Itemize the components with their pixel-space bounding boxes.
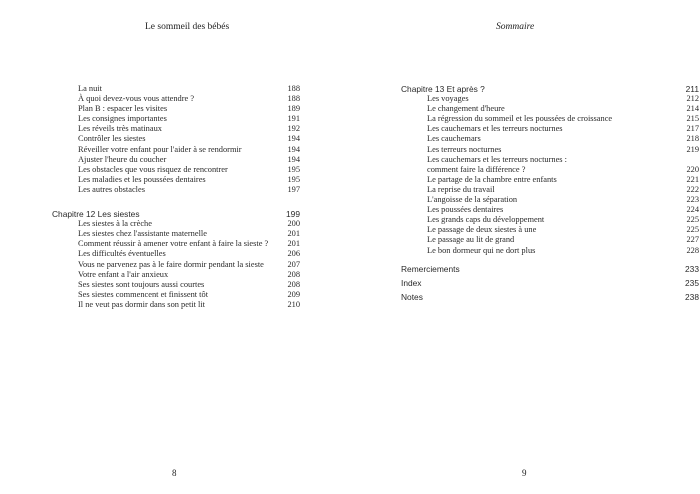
toc-entry-page: 218 bbox=[686, 134, 699, 144]
toc-entry-title: La reprise du travail bbox=[427, 184, 495, 194]
toc-entry[interactable] bbox=[52, 94, 300, 104]
toc-entry-title: Le passage de deux siestes à une bbox=[427, 225, 537, 235]
toc-entry[interactable] bbox=[401, 225, 699, 235]
toc-entry[interactable] bbox=[52, 165, 300, 175]
page-number: 9 bbox=[522, 468, 527, 478]
right-page bbox=[350, 0, 700, 494]
toc-entry-title: Le partage de la chambre entre enfants bbox=[427, 174, 557, 184]
toc-entry-page: 210 bbox=[287, 299, 300, 309]
toc-entry-page: 208 bbox=[287, 269, 300, 279]
toc-entry-page: 194 bbox=[287, 144, 300, 154]
toc-entry-page: 207 bbox=[287, 259, 300, 269]
toc-entry-title: Les cauchemars et les terreurs nocturnes bbox=[427, 124, 563, 134]
toc-entry-title: Remerciements bbox=[401, 263, 460, 274]
toc-entry[interactable] bbox=[52, 84, 300, 94]
toc-section-entry[interactable] bbox=[401, 292, 699, 302]
toc-entry-page: 233 bbox=[685, 263, 699, 274]
toc-entry-title: Les cauchemars bbox=[427, 134, 481, 144]
toc-entry[interactable] bbox=[401, 134, 699, 144]
toc-entry[interactable] bbox=[52, 229, 300, 239]
page-number: 8 bbox=[172, 468, 177, 478]
toc-entry[interactable] bbox=[401, 145, 699, 155]
toc-entry-title: Réveiller votre enfant pour l'aider à se rendormir bbox=[78, 144, 242, 154]
toc-entry[interactable] bbox=[52, 219, 300, 229]
toc-entry-title: Les autres obstacles bbox=[78, 184, 145, 194]
running-head: Le sommeil des bébés bbox=[145, 22, 230, 32]
toc-entry-title: La nuit bbox=[78, 84, 102, 93]
running-head: Sommaire bbox=[496, 22, 535, 32]
toc-entry-title: Les maladies et les poussées dentaires bbox=[78, 174, 206, 184]
toc-entry-page: 223 bbox=[686, 195, 699, 205]
toc-entry[interactable] bbox=[401, 235, 699, 245]
toc-entry[interactable] bbox=[52, 290, 300, 300]
toc-entry-page: 208 bbox=[287, 279, 300, 289]
toc-entry[interactable] bbox=[52, 270, 300, 280]
toc-entry-title: Les grands caps du développement bbox=[427, 215, 545, 225]
toc-entry[interactable] bbox=[401, 185, 699, 195]
toc-entry-title: Les consignes importantes bbox=[78, 114, 167, 124]
toc-entry-title: Comment réussir à amener votre enfant à faire la sieste ? bbox=[78, 239, 269, 249]
toc-entry-page: 238 bbox=[685, 291, 699, 302]
toc-entry-page: 191 bbox=[287, 114, 300, 124]
toc-entry[interactable] bbox=[401, 155, 699, 165]
toc-entry-title: Index bbox=[401, 277, 422, 288]
toc-entry-page: 197 bbox=[287, 184, 300, 194]
chapter-page-number: 199 bbox=[286, 209, 300, 220]
toc-entry-page: 206 bbox=[287, 249, 300, 259]
toc-section bbox=[52, 84, 300, 195]
toc-entry-page: 221 bbox=[686, 174, 699, 184]
toc-entry-page: 188 bbox=[287, 94, 300, 104]
toc-entry-title: Plan B : espacer les visites bbox=[78, 104, 168, 114]
toc-entry[interactable] bbox=[401, 114, 699, 124]
chapter-page-number: 211 bbox=[685, 84, 699, 94]
toc-entry[interactable] bbox=[401, 165, 699, 175]
toc-entry-title: Les siestes à la crèche bbox=[78, 219, 152, 229]
toc-entry-page: 222 bbox=[686, 184, 699, 194]
toc-entry-page: 194 bbox=[287, 154, 300, 164]
toc-entry-page: 219 bbox=[686, 144, 699, 154]
toc-entry-title: Ses siestes commencent et finissent tôt bbox=[78, 289, 209, 299]
toc-entry-page: 194 bbox=[287, 134, 300, 144]
toc-entry-title: Les terreurs nocturnes bbox=[427, 144, 502, 154]
toc-entry-title: Le bon dormeur qui ne dort plus bbox=[427, 245, 536, 255]
toc-end-sections bbox=[401, 264, 699, 302]
toc-entry-page: 214 bbox=[686, 104, 699, 114]
toc-entry-title: Ses siestes sont toujours aussi courtes bbox=[78, 279, 205, 289]
toc-entry-page: 195 bbox=[287, 164, 300, 174]
toc-entry[interactable] bbox=[52, 300, 300, 310]
toc-entry-title: L'angoisse de la séparation bbox=[427, 195, 518, 205]
toc-entry[interactable] bbox=[401, 246, 699, 256]
toc-entry-page: 220 bbox=[686, 164, 699, 174]
toc-entry-title: Les poussées dentaires bbox=[427, 205, 504, 215]
toc-entry-title: Les réveils très matinaux bbox=[78, 124, 162, 134]
toc-entry-page: 192 bbox=[287, 124, 300, 134]
toc-entry-page: 228 bbox=[686, 245, 699, 255]
toc-entry[interactable] bbox=[52, 260, 300, 270]
toc-entry[interactable] bbox=[52, 175, 300, 185]
toc-entry-title: comment faire la différence ? bbox=[427, 164, 526, 174]
toc-entry-page: 200 bbox=[287, 219, 300, 229]
toc-entry-page: 225 bbox=[686, 215, 699, 225]
toc-entry-page: 224 bbox=[686, 205, 699, 215]
toc-entry-page: 212 bbox=[686, 94, 699, 104]
toc-entry[interactable] bbox=[52, 249, 300, 259]
toc-entry[interactable] bbox=[52, 104, 300, 114]
toc-entry-title: Vous ne parvenez pas à le faire dormir pendant la sieste bbox=[78, 259, 264, 269]
toc-entry-page: 201 bbox=[287, 229, 300, 239]
toc-entry[interactable] bbox=[401, 94, 699, 104]
toc-entry-title: Les siestes chez l'assistante maternelle bbox=[78, 229, 207, 239]
toc-entry-page: 195 bbox=[287, 174, 300, 184]
toc-entry-page: 227 bbox=[686, 235, 699, 245]
toc-entry-page: 235 bbox=[685, 277, 699, 288]
toc-entry-page: 188 bbox=[287, 84, 300, 93]
toc-entry-title: À quoi devez-vous vous attendre ? bbox=[78, 94, 195, 104]
toc-entry-page: 201 bbox=[287, 239, 300, 249]
toc-entry-title: Les cauchemars et les terreurs nocturnes : bbox=[427, 154, 567, 164]
toc-list bbox=[401, 84, 699, 302]
toc-entry[interactable] bbox=[52, 185, 300, 195]
chapter-title: Chapitre 13 Et après ? bbox=[401, 84, 485, 94]
toc-entry[interactable] bbox=[401, 205, 699, 215]
toc-entry-title: Votre enfant a l'air anxieux bbox=[78, 269, 169, 279]
toc-entry-title: Les voyages bbox=[427, 94, 469, 104]
chapter-title: Chapitre 12 Les siestes bbox=[52, 209, 140, 220]
toc-chapter-heading[interactable] bbox=[52, 209, 300, 219]
toc-entry[interactable] bbox=[401, 104, 699, 114]
toc-entry[interactable] bbox=[52, 145, 300, 155]
toc-list bbox=[52, 84, 300, 310]
toc-entry[interactable] bbox=[52, 134, 300, 144]
toc-chapter-heading[interactable] bbox=[401, 84, 699, 94]
toc-entry[interactable] bbox=[52, 114, 300, 124]
toc-entry-title: Les obstacles que vous risquez de rencontrer bbox=[78, 164, 228, 174]
toc-entry-title: Le changement d'heure bbox=[427, 104, 505, 114]
toc-entry[interactable] bbox=[401, 195, 699, 205]
toc-entry-page: 215 bbox=[686, 114, 699, 124]
toc-entry-page: 225 bbox=[686, 225, 699, 235]
toc-entry-title: Contrôler les siestes bbox=[78, 134, 146, 144]
toc-entry-title: Notes bbox=[401, 291, 423, 302]
toc-entry[interactable] bbox=[52, 155, 300, 165]
toc-entry-page: 217 bbox=[686, 124, 699, 134]
toc-entry-title: Les difficultés éventuelles bbox=[78, 249, 166, 259]
toc-section bbox=[401, 94, 699, 256]
toc-entry-page: 209 bbox=[287, 289, 300, 299]
toc-section-entry[interactable] bbox=[401, 278, 699, 288]
toc-entry[interactable] bbox=[52, 239, 300, 249]
toc-section-entry[interactable] bbox=[401, 264, 699, 274]
toc-entry-page: 189 bbox=[287, 104, 300, 114]
toc-entry[interactable] bbox=[52, 280, 300, 290]
toc-entry-title: Ajuster l'heure du coucher bbox=[78, 154, 167, 164]
toc-entry[interactable] bbox=[401, 124, 699, 134]
toc-entry-title: Il ne veut pas dormir dans son petit lit bbox=[78, 299, 205, 309]
toc-entry[interactable] bbox=[401, 215, 699, 225]
toc-entry-title: La régression du sommeil et les poussées de croissance bbox=[427, 114, 613, 124]
toc-section bbox=[52, 219, 300, 310]
toc-entry[interactable] bbox=[52, 124, 300, 134]
toc-entry-title: Le passage au lit de grand bbox=[427, 235, 515, 245]
toc-entry[interactable] bbox=[401, 175, 699, 185]
